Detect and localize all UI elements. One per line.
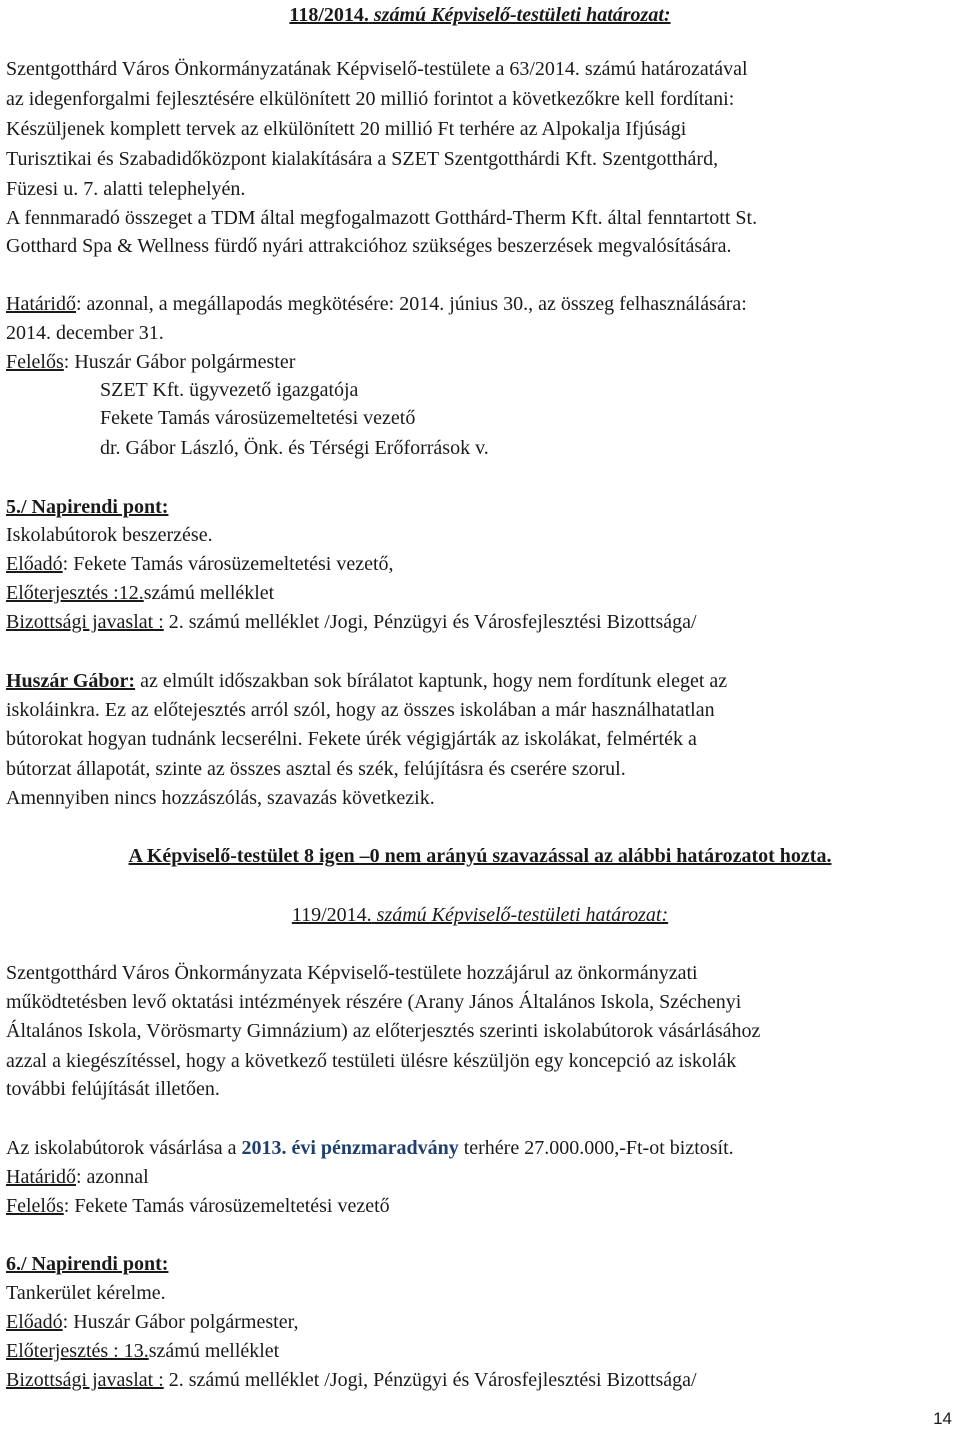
presenter-line — [6, 551, 394, 577]
speech-line: bútorzat állapotát, szinte az összes asztal és szék, felújításra és cserére szorul. — [6, 758, 626, 780]
resolution-heading-text: számú Képviselő-testületi határozat: — [371, 904, 669, 926]
speaker-name: Huszár Gábor: — [6, 670, 136, 692]
responsible-line — [6, 349, 295, 375]
deadline-text: : azonnal — [75, 1166, 149, 1188]
paragraph-line: az idegenforgalmi fejlesztésére elkülönített 20 millió forintot a következőkre kell fordítani: — [6, 88, 735, 110]
paragraph-line: Általános Iskola, Vörösmarty Gimnázium) az előterjesztés szerinti iskolabútorok vásárlásához — [6, 1020, 761, 1042]
paragraph-line: A fennmaradó összeget a TDM által megfogalmazott Gotthárd-Therm Kft. által fenntartott St. — [6, 207, 758, 229]
committee-text: 2. számú melléklet /Jogi, Pénzügyi és Városfejlesztési Bizottsága/ — [163, 611, 697, 633]
committee-line — [6, 1367, 697, 1393]
proposal-text: számú melléklet — [148, 1340, 280, 1362]
paragraph-line: Gotthard Spa & Wellness fürdő nyári attrakcióhoz szükséges beszerzések megvalósítására. — [6, 235, 732, 257]
presenter-label: Előadó — [6, 553, 63, 575]
speech-line: Amennyiben nincs hozzászólás, szavazás következik. — [6, 787, 435, 809]
committee-text: 2. számú melléklet /Jogi, Pénzügyi és Városfejlesztési Bizottsága/ — [163, 1369, 697, 1391]
responsible-person: SZET Kft. ügyvezető igazgatója — [100, 379, 359, 401]
resolution-number: 119/2014. — [291, 904, 372, 926]
paragraph-line: Füzesi u. 7. alatti telephelyén. — [6, 178, 246, 200]
presenter-line — [6, 1309, 298, 1335]
responsible-label: Felelős — [6, 351, 64, 373]
purchase-amount-text: terhére 27.000.000,-Ft-ot biztosít. — [458, 1137, 734, 1159]
deadline-line — [6, 291, 747, 317]
responsible-text: : Fekete Tamás városüzemeltetési vezető — [63, 1195, 390, 1217]
agenda-6-title: Tankerület kérelme. — [6, 1282, 166, 1304]
page-number: 14 — [933, 1409, 952, 1428]
proposal-text: számú melléklet — [143, 582, 275, 604]
committee-label: Bizottsági javaslat : — [6, 1369, 164, 1391]
resolution-118-heading — [0, 2, 960, 28]
responsible-label: Felelős — [6, 1195, 64, 1217]
presenter-label: Előadó — [6, 1311, 63, 1333]
paragraph-line: Szentgotthárd Város Önkormányzata Képviselő-testülete hozzájárul az önkormányzati — [6, 962, 698, 984]
presenter-text: : Huszár Gábor polgármester, — [62, 1311, 299, 1333]
paragraph-line: Készüljenek komplett tervek az elkülönített 20 millió Ft terhére az Alpokalja Ifjúsági — [6, 118, 687, 140]
purchase-line — [6, 1135, 734, 1161]
purchase-fund: évi pénzmaradvány — [291, 1137, 459, 1159]
purchase-year: 2013. — [241, 1137, 287, 1159]
proposal-label: Előterjesztés : 13. — [6, 1340, 149, 1362]
agenda-6-heading: 6./ Napirendi pont: — [6, 1253, 169, 1275]
responsible-text: : Huszár Gábor polgármester — [63, 351, 296, 373]
speech-line: iskoláinkra. Ez az előtejesztés arról szól, hogy az összes iskolában a már használhatatlan — [6, 699, 715, 721]
speech-line — [6, 668, 727, 694]
resolution-number: 118/2014. — [289, 4, 369, 26]
responsible-person: dr. Gábor László, Önk. és Térségi Erőforrások v. — [100, 437, 489, 459]
deadline-text: : azonnal, a megállapodás megkötésére: 2014. június 30., az összeg felhasználására: — [75, 293, 747, 315]
proposal-line — [6, 580, 274, 606]
responsible-person: Fekete Tamás városüzemeltetési vezető — [100, 407, 416, 429]
agenda-5-title: Iskolabútorok beszerzése. — [6, 524, 213, 546]
deadline-line — [6, 1164, 149, 1190]
paragraph-line: Szentgotthárd Város Önkormányzatának Képviselő-testülete a 63/2014. számú határozatával — [6, 58, 748, 80]
proposal-line — [6, 1338, 279, 1364]
agenda-5-heading: 5./ Napirendi pont: — [6, 496, 169, 518]
committee-label: Bizottsági javaslat : — [6, 611, 164, 633]
committee-line — [6, 609, 697, 635]
speech-text: az elmúlt időszakban sok bírálatot kaptunk, hogy nem fordítunk eleget az — [135, 670, 728, 692]
vote-result: A Képviselő-testület 8 igen –0 nem arányú szavazással az alábbi határozatot hozta. — [128, 845, 832, 867]
paragraph-line: azzal a kiegészítéssel, hogy a következő testületi ülésre készüljön egy koncepció az iskolák — [6, 1050, 737, 1072]
resolution-heading-text: számú Képviselő-testületi határozat: — [368, 4, 671, 26]
responsible-line — [6, 1193, 390, 1219]
speech-line: bútorokat hogyan tudnánk lecserélni. Fekete úrék végigjárták az iskolákat, felmérték a — [6, 728, 697, 750]
deadline-continuation: 2014. december 31. — [6, 322, 164, 344]
deadline-label: Határidő — [6, 293, 76, 315]
paragraph-line: működtetésben levő oktatási intézmények részére (Arany János Általános Iskola, Széchenyi — [6, 991, 742, 1013]
presenter-text: : Fekete Tamás városüzemeltetési vezető, — [62, 553, 394, 575]
resolution-119-heading — [0, 902, 960, 928]
purchase-text: Az iskolabútorok vásárlása a — [6, 1137, 242, 1159]
paragraph-line: Turisztikai és Szabadidőközpont kialakítására a SZET Szentgotthárdi Kft. Szentgotthárd, — [6, 148, 719, 170]
paragraph-line: további felújítását illetően. — [6, 1078, 220, 1100]
proposal-label: Előterjesztés :12. — [6, 582, 144, 604]
deadline-label: Határidő — [6, 1166, 76, 1188]
